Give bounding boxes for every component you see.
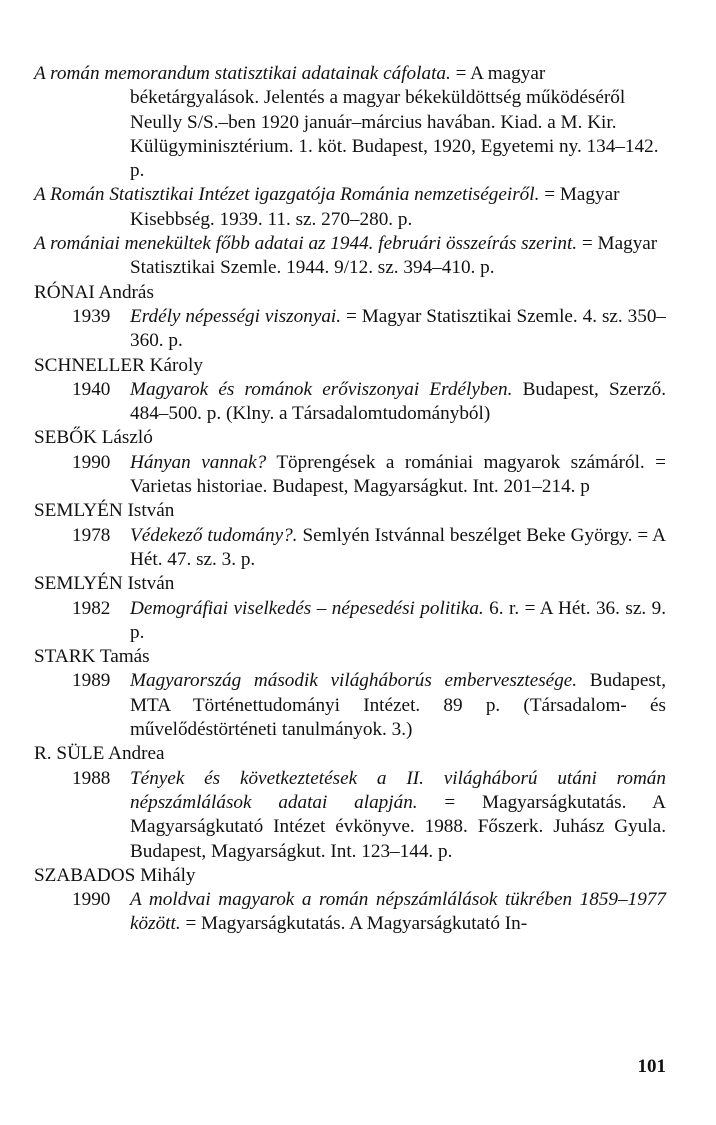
author-name: SEBŐK László xyxy=(34,427,153,449)
entry-details: = Magyar Statisztikai Szemle. 4. sz. 350–360. p. xyxy=(130,305,667,352)
bibliography-entry xyxy=(34,62,666,183)
bibliography-entry xyxy=(72,888,666,937)
entry-details: Semlyén Istvánnal beszélget Beke György. = A Hét. 47. sz. 3. p. xyxy=(130,524,666,570)
entry-year: 1940 xyxy=(72,378,111,400)
entry-year: 1989 xyxy=(72,670,111,692)
author-name: RÓNAI András xyxy=(34,281,154,303)
bibliography-entry xyxy=(72,451,666,500)
entry-details: 6. r. = A Hét. 36. sz. 9. p. xyxy=(130,597,666,643)
entry-details: = Magyarságkutatás. A Magyarságkutató In- xyxy=(180,913,528,935)
bibliography-entry xyxy=(72,767,666,864)
entry-title: Magyarok és románok erőviszonyai Erdélyben. xyxy=(130,378,513,400)
author-name: SCHNELLER Károly xyxy=(34,354,203,376)
author-name: SEMLYÉN István xyxy=(34,573,175,595)
entry-year: 1978 xyxy=(72,524,111,546)
entry-title: A romániai menekültek főbb adatai az 1944. februári összeírás szerint. xyxy=(34,233,578,255)
entry-details: Budapest, MTA Történettudományi Intézet. 89 p. (Társadalom- és művelődéstörténeti tanulmányok. 3.) xyxy=(130,670,666,741)
entry-title: Tények és következtetések a II. világháború utáni román népszámlálások adatai alapján. xyxy=(130,767,666,813)
entry-year: 1990 xyxy=(72,451,111,473)
entry-title: Védekező tudomány?. xyxy=(130,524,298,546)
bibliography-list xyxy=(34,62,666,937)
entry-title: Erdély népességi viszonyai. xyxy=(130,305,342,327)
entry-title: A román memorandum statisztikai adatainak cáfolata. xyxy=(34,63,451,84)
author-name: SZABADOS Mihály xyxy=(34,864,196,886)
entry-title: Hányan vannak? xyxy=(130,451,267,473)
entry-year: 1982 xyxy=(72,597,111,619)
bibliography-entry xyxy=(72,597,666,646)
entry-title: A Román Statisztikai Intézet igazgatója Románia nemzetiségeiről. xyxy=(34,184,540,206)
bibliography-entry xyxy=(72,305,666,354)
entry-details: = Magyarságkutatás. A Magyarságkutató Intézet évkönyve. 1988. Főszerk. Juhász Gyula. Budapest, Magyarságkut. Int. 123–144. p. xyxy=(130,791,667,862)
author-name: STARK Tamás xyxy=(34,646,150,668)
entry-details: = Magyar Kisebbség. 1939. 11. sz. 270–280. p. xyxy=(130,184,620,230)
entry-details: Budapest, Szerző. 484–500. p. (Klny. a Társadalomtudományból) xyxy=(130,378,666,425)
entry-details: Töprengések a romániai magyarok számáról. = Varietas historiae. Budapest, Magyarságkut. Int. 201–214. p xyxy=(130,451,667,498)
author-name: R. SÜLE Andrea xyxy=(34,743,165,765)
bibliography-entry xyxy=(72,524,666,573)
entry-year: 1939 xyxy=(72,305,111,327)
bibliography-entry xyxy=(72,669,666,742)
author-name: SEMLYÉN István xyxy=(34,500,175,522)
bibliography-entry xyxy=(72,378,666,427)
entry-year: 1990 xyxy=(72,889,111,911)
entry-details: = Magyar Statisztikai Szemle. 1944. 9/12. sz. 394–410. p. xyxy=(130,233,658,279)
entry-title: A moldvai magyarok a román népszámlálások tükrében 1859–1977 között. xyxy=(130,889,666,935)
entry-details: = A magyar béketárgyalások. Jelentés a magyar békeküldöttség működéséről Neully S/S.–ben 1920 január–március havában. Kiad. a M. Kir. Külügyminisztérium. 1. köt. Budapest, 1920, Egyetemi ny. 134–142. p. xyxy=(130,63,659,182)
entry-title: Demográfiai viselkedés – népesedési politika. xyxy=(130,597,484,619)
entry-year: 1988 xyxy=(72,767,111,789)
page-number: 101 xyxy=(637,1056,666,1077)
bibliography-entry xyxy=(34,232,666,281)
bibliography-entry xyxy=(34,183,666,232)
entry-title: Magyarország második világháborús embervesztesége. xyxy=(130,670,578,692)
